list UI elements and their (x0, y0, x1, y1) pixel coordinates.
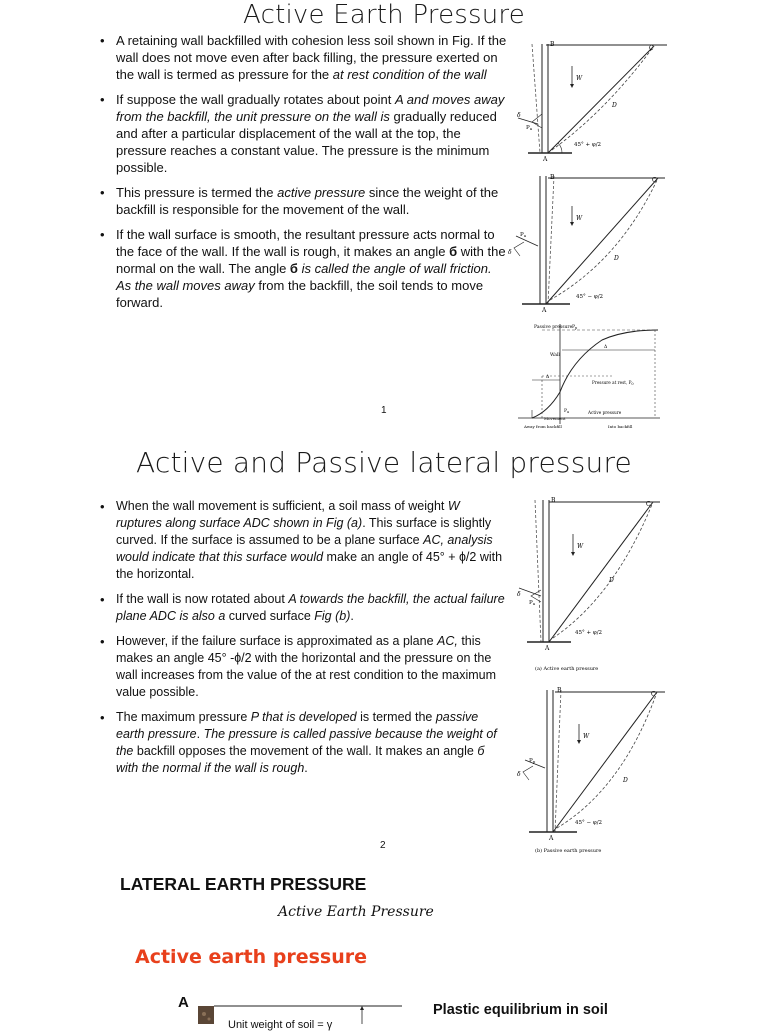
bullet-item-1 (98, 498, 508, 583)
slide-1-title: Active Earth Pressure (243, 0, 525, 30)
slide-2 (0, 440, 768, 860)
label-w: W (583, 733, 590, 740)
label-c: C (646, 501, 651, 508)
text-run: make an angle of 45° + ɸ/2 with the horizontal. (116, 550, 503, 581)
text-run: P that is developed (250, 710, 357, 724)
text-run: active pressure (277, 185, 366, 200)
label-w: W (577, 543, 584, 550)
label-movement: Movement (544, 416, 566, 421)
text-run: This pressure is termed the (116, 185, 278, 200)
label-delta: δ (508, 249, 512, 256)
slide-2-title: Active and Passive lateral pressure (136, 446, 632, 479)
label-pressure-rest: Pressure at rest, $P_0$ (592, 380, 634, 386)
text-run: is called the angle of wall friction. As the wall moves away (116, 261, 492, 293)
bullet-item-4 (98, 226, 508, 311)
slide-1-bullet-list (98, 32, 508, 319)
label-d: D (623, 777, 628, 784)
text-run: is termed the (356, 710, 436, 724)
label-b: B (551, 497, 556, 504)
figure-caption: (b) Passive earth pressure (535, 848, 602, 854)
label-angle: 45° − φ/2 (576, 294, 604, 300)
red-title: Active earth pressure (135, 946, 368, 968)
label-pa: Pa (520, 232, 527, 238)
label-delta: δ (517, 591, 521, 598)
slide-3 (0, 862, 768, 1031)
text-run: AC, analysis would indicate that this surface would (116, 533, 493, 564)
label-a: A (545, 645, 550, 652)
unit-weight-label: Unit weight of soil = γ (228, 1019, 333, 1031)
label-c: C (651, 691, 656, 698)
bullet-item-2 (98, 591, 508, 625)
label-a: A (542, 307, 547, 314)
slide-2-bullet-list (98, 498, 508, 785)
label-a: A (549, 835, 554, 842)
text-run: . This surface is slightly curved. If the surface is assumed to be a plane surface (116, 516, 492, 547)
label-c: C (652, 177, 657, 184)
text-run: this makes an angle 45° -ɸ/2 with the horizontal and the pressure on the wall increases from the value of the at rest condition to the maximum value possible. (116, 634, 497, 699)
label-angle: 45° + φ/2 (575, 630, 603, 636)
text-run: The pressure is called passive because the weight of the (116, 727, 497, 758)
active-wall-figure (512, 40, 672, 165)
text-run: . (304, 761, 308, 775)
label-d: D (612, 102, 617, 109)
text-run: gradually reduced and after a particular displacement of the wall at the top, the pressure reaches a constant value. The pressure is the minimum possible. (116, 109, 497, 175)
bullet-item-1 (98, 32, 508, 83)
text-run: If suppose the wall gradually rotates about point (116, 92, 395, 107)
label-b: B (557, 687, 562, 694)
text-run: at rest condition of the wall (332, 67, 487, 82)
label-w: W (576, 75, 583, 82)
bullet-item-3 (98, 633, 508, 701)
text-run: W ruptures along surface ADC shown in Fig (a) (116, 499, 460, 530)
script-subtitle: Active Earth Pressure (278, 904, 434, 920)
rotated-wall-figure (500, 170, 670, 315)
label-c: C (649, 45, 654, 52)
label-b: B (550, 174, 555, 181)
text-run: . (350, 609, 354, 623)
plastic-equilibrium-label: Plastic equilibrium in soil (433, 1002, 608, 1018)
text-run: б (289, 261, 298, 276)
point-a-label: A (178, 994, 189, 1011)
slide-1 (0, 0, 768, 430)
label-w: W (576, 215, 583, 222)
section-heading: LATERAL EARTH PRESSURE (120, 874, 367, 894)
label-pp: $P_p$ (572, 325, 578, 330)
label-delta-p: Δ (604, 345, 608, 350)
label-d: D (614, 255, 619, 262)
text-run: б (449, 244, 458, 259)
label-b: B (550, 41, 555, 48)
text-run: б with the normal if the wall is rough (116, 744, 485, 775)
label-delta-a: Δ (546, 375, 550, 380)
text-run: from the backfill, the soil tends to move forward. (116, 278, 484, 310)
bullet-item-3 (98, 184, 508, 218)
label-pa: Pa (529, 600, 536, 606)
text-run: A towards the backfill, the actual failure plane ADC is also a (116, 592, 505, 623)
text-run: When the wall movement is sufficient, a soil mass of weight (116, 499, 448, 513)
passive-earth-pressure-figure (505, 684, 670, 856)
label-pa: $P_a$ (564, 409, 570, 414)
pressure-movement-graph (512, 320, 672, 430)
text-run: . (196, 727, 204, 741)
label-delta: δ (517, 112, 521, 119)
text-run: A retaining wall backfilled with cohesion less soil shown in Fig. If the wall does not move even after back filling, the pressure exerted on the wall is termed as pressure for the (116, 33, 507, 82)
label-passive: Passive pressure (534, 325, 573, 330)
text-run: curved surface (225, 609, 315, 623)
label-pp: Pp (529, 758, 536, 764)
text-run: since the weight of the backfill is responsible for the movement of the wall. (116, 185, 499, 217)
label-delta: δ (517, 771, 521, 778)
text-run: The maximum pressure (116, 710, 251, 724)
text-run: passive earth pressure (116, 710, 479, 741)
label-pa: Pa (526, 125, 533, 131)
label-d: D (609, 577, 614, 584)
text-run: Fig (b) (314, 609, 351, 623)
text-run: backfill opposes the movement of the wall. It makes an angle (133, 744, 478, 758)
label-angle: 45° + φ/2 (574, 142, 602, 148)
label-into: Into backfill (608, 424, 633, 429)
page-number: 2 (380, 840, 386, 851)
figure-caption: (a) Active earth pressure (535, 666, 599, 672)
page-number: 1 (381, 405, 387, 416)
label-a: A (543, 156, 548, 163)
label-wall: Wall (550, 353, 560, 358)
active-earth-pressure-figure (505, 496, 665, 676)
label-active: Active pressure (588, 410, 622, 415)
text-run: A and moves away from the backfill, the unit pressure on the wall is (116, 92, 505, 124)
text-run: AC, (437, 634, 458, 648)
bullet-item-4 (98, 709, 508, 777)
text-run: However, if the failure surface is approximated as a plane (116, 634, 438, 648)
label-angle: 45° − φ/2 (575, 820, 603, 826)
text-run: with the normal on the wall. The angle (116, 244, 506, 276)
text-run: If the wall is now rotated about (116, 592, 289, 606)
bullet-item-2 (98, 91, 508, 176)
text-run: If the wall surface is smooth, the resultant pressure acts normal to the face of the wall. If the wall is rough, it makes an angle (116, 227, 495, 259)
label-away: Away from backfill (524, 424, 562, 429)
